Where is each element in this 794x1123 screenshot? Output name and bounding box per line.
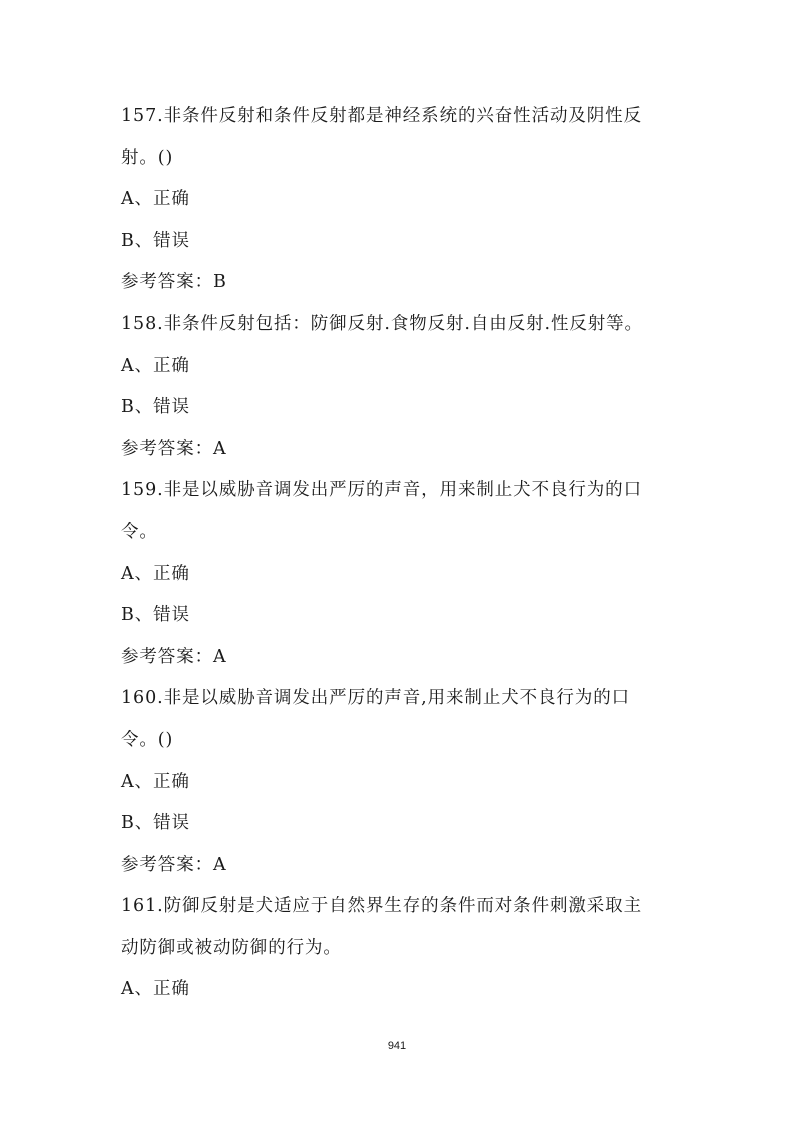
question-160-answer: 参考答案：A [121, 854, 227, 875]
page-number: 941 [387, 1040, 407, 1052]
question-159-stem-line-2: 令。 [121, 521, 158, 542]
question-160-stem-line-1: 160.非是以威胁音调发出严厉的声音,用来制止犬不良行为的口 [121, 688, 631, 709]
question-159-option-a: A、正确 [121, 563, 190, 584]
question-158-option-a: A、正确 [121, 355, 190, 376]
question-161-option-a: A、正确 [121, 979, 190, 1000]
question-158-stem-line-1: 158.非条件反射包括：防御反射.食物反射.自由反射.性反射等。 [121, 313, 643, 334]
question-160-option-a: A、正确 [121, 771, 190, 792]
question-159-option-b: B、错误 [121, 605, 190, 626]
question-157-option-a: A、正确 [121, 189, 190, 210]
question-158-answer: 参考答案：A [121, 438, 227, 459]
question-160-stem-line-2: 令。() [121, 729, 174, 750]
question-157-stem-line-1: 157.非条件反射和条件反射都是神经系统的兴奋性活动及阴性反 [121, 106, 642, 126]
question-157-option-b: B、错误 [121, 230, 190, 251]
question-158-option-b: B、错误 [121, 397, 190, 418]
page-content [121, 96, 681, 1011]
question-161-stem-line-1: 161.防御反射是犬适应于自然界生存的条件而对条件刺激采取主 [121, 896, 642, 917]
question-159-stem-line-1: 159.非是以威胁音调发出严厉的声音，用来制止犬不良行为的口 [121, 480, 642, 501]
question-160-option-b: B、错误 [121, 813, 190, 834]
question-159-answer: 参考答案：A [121, 646, 227, 667]
question-157-stem-line-2: 射。() [121, 147, 174, 168]
question-161-stem-line-2: 动防御或被动防御的行为。 [121, 937, 342, 958]
question-157-answer: 参考答案：B [121, 272, 227, 293]
